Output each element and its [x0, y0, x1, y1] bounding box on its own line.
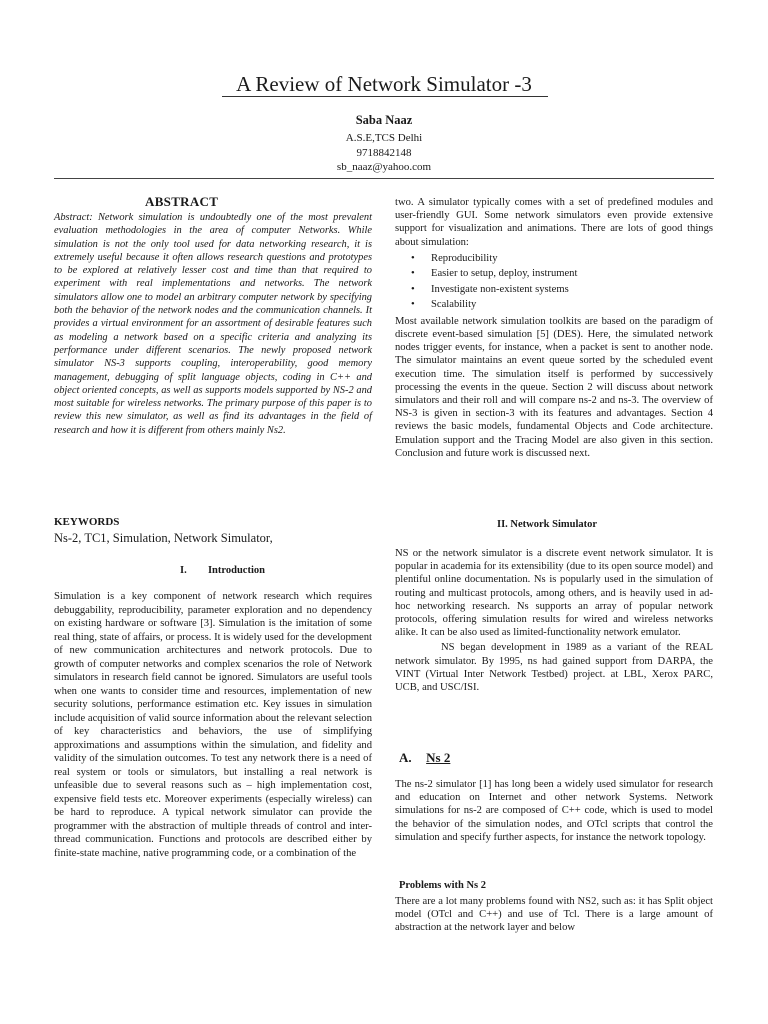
intro-heading — [180, 565, 265, 576]
section2-paragraph-1: NS or the network simulator is a discrete event network simulator. It is popular in academia for its extensibility (due to its open source model) and plentiful online documentation. Ns is popularly used in the simulation of routing and multicast protocols, among others, and is heavily used in ad-hoc networking research. Ns supports an array of popular network protocols, offering simulation results for wired and wireless networks alike. It can be also used as limited-functionality network emulator. — [395, 548, 713, 639]
abstract-text: Abstract: Network simulation is undoubtedly one of the most prevalent evaluation methodologies in the area of computer Networks. While simulation is not the only tool used for data networking research, it is extremely useful because it often allows research questions and prototypes to be explored at relatively lesser cost and time than that required to experiment with real implementations and networks. The network simulators allow one to model an arbitrary computer network by specifying both the behavior of the network nodes and the communication channels. It provides a virtual environment for an assortment of desirable features such as modeling a network based on a specific criteria and analyzing its performance under different scenarios. The newly proposed network simulator NS-3 supports coupling, interoperability, good memory management, debugging of split language objects, coding in C++ and object oriented concepts, as well as supports models supported by NS-2 and most suitable for wireless networks. The primary purpose of this paper is to review this new simulator, as well as find its advantages in the field of research and how it is different from others mainly Ns2. — [54, 212, 372, 436]
problems-heading: Problems with Ns 2 — [399, 880, 487, 891]
subsection-label: A. — [399, 750, 412, 765]
intro-title: Introduction — [207, 565, 265, 576]
right-column — [395, 196, 713, 460]
section2-body — [395, 547, 713, 694]
intro-number: I. — [180, 565, 187, 576]
list-item: • Easier to setup, deploy, instrument — [431, 266, 713, 282]
list-item: • Reproducibility — [431, 251, 713, 267]
subsection-ns2-heading — [399, 750, 450, 766]
intro-continuation: two. A simulator typically comes with a set of predefined modules and user-friendly GUI. Some network simulators even provide extensive support for visualization and animations. There are lots of good things about simulation: — [395, 197, 713, 248]
ns2-text: The ns-2 simulator [1] has long been a widely used simulator for research and education on Internet and other network Systems. Network simulations for ns-2 are composed of C++ code, which is used to model the behavior of the simulation nodes, and OTcl scripts that control the simulation and specify further aspects, for instance the network topology. — [395, 779, 713, 843]
section2-heading: II. Network Simulator — [497, 519, 598, 530]
paper-title: A Review of Network Simulator -3 — [236, 72, 532, 96]
title-underline — [222, 96, 548, 97]
header-separator — [54, 178, 714, 179]
keywords-text: Ns-2, TC1, Simulation, Network Simulator, — [54, 531, 273, 545]
problems-text: There are a lot many problems found with NS2, such as: it has Split object model (OTcl and C++) and use of Tcl. There is a large amount of abstraction at the network layer and below — [395, 896, 713, 934]
advantages-list — [395, 251, 713, 313]
list-item: • Scalability — [431, 297, 713, 313]
abstract-heading: ABSTRACT — [145, 194, 219, 209]
subsection-title: Ns 2 — [426, 750, 451, 765]
author-phone: 9718842148 — [356, 147, 412, 159]
author-email: sb_naaz@yahoo.com — [336, 161, 432, 173]
author-name: Saba Naaz — [355, 113, 413, 127]
list-item: • Investigate non-existent systems — [431, 282, 713, 298]
section2-paragraph-2: NS began development in 1989 as a variant of the REAL network simulator. By 1995, ns had gained support from DARPA, the VINT (Virtual Inter Network Testbed) project. at LBL, Xerox PARC, UCB, and USC/ISI. — [395, 642, 713, 694]
keywords-heading: KEYWORDS — [54, 516, 120, 528]
des-paragraph: Most available network simulation toolkits are based on the paradigm of discrete event-based simulation [5] (DES). Here, the simulated network nodes trigger events, for instance, when a packet is sent to another node. The simulator maintains an event queue sorted by the scheduled event execution time. The simulation itself is performed by successively processing the events in the queue. Section 2 will discuss about network simulators and their roll and will compare ns-2 and ns-3. The overview of NS-3 is given in section-3 with its features and advantages. Section 4 reviews the basic models, fundamental Objects and Code architecture. Emulation support and the Tracing Model are also given in this section. Conclusion and future work is discussed next. — [395, 315, 713, 459]
intro-text: Simulation is a key component of network research which requires debuggability, reproducibility, parameter exploration and no dependency on existing hardware or software [3]. Simulation is the imitation of some real thing, state of affairs, or process. It is widely used for the development of new communication architectures and network protocols. Due to growth of computer networks and complex scenarios the role of Network simulators in research field cannot be ignored. Simulators are useful tools when one wants to consider time and resources, implementation of new security solutions, performance estimation etc. Key issues in simulation include acquisition of valid source information about the relevant selection of key characteristics and behaviors, the use of simplifying approximations and assumptions within the simulation, and fidelity and validity of the simulation outcomes. To test any network there is a need of real system or tools or simulators, but installing a real network is unfeasible due to several reasons such as – high implementation cost, expensive field tests etc. Moreover experiments (especially wireless) can be hard to reproduce. A typical network simulator can provide the programmer with the abstraction of multiple threads of control and inter-thread communication. Functions and protocols are described either by finite-state machine, native programming code, or a combination of the — [54, 591, 372, 859]
author-affiliation: A.S.E,TCS Delhi — [345, 132, 423, 144]
